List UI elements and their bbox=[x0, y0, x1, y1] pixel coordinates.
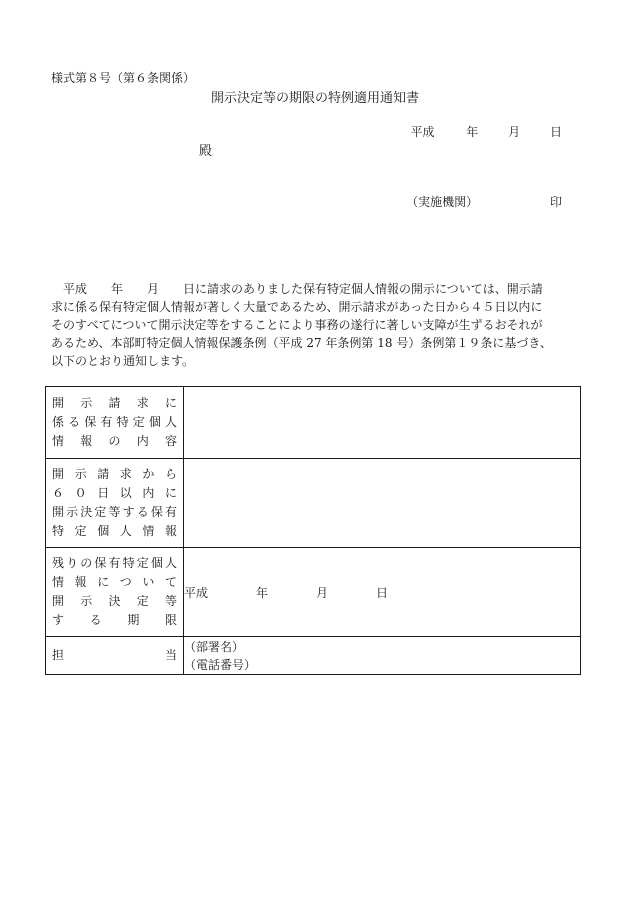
body-line: 以下のとおり通知します。 bbox=[51, 354, 195, 368]
label-line: 開示決定等する保有 bbox=[52, 505, 177, 519]
body-line: そのすべてについて開示決定等をすることにより事務の遂行に著しい支障が生ずるおそれが bbox=[51, 318, 543, 332]
body-line: 求に係る保有特定個人情報が著しく大量であるため、開示請求があった日から４５日以内に bbox=[51, 300, 543, 314]
deadline-month: 月 bbox=[316, 585, 329, 600]
table-row bbox=[46, 459, 581, 548]
label-line: 情報の内容 bbox=[52, 434, 177, 448]
label-line: 残りの保有特定個人 bbox=[52, 556, 177, 570]
phone-number-label: （電話番号） bbox=[184, 657, 257, 672]
label-line: 特定個人情報 bbox=[52, 524, 177, 538]
label-line: 開示請求から bbox=[52, 467, 177, 481]
value-within-60-days[interactable] bbox=[184, 459, 581, 548]
issuer-line bbox=[406, 193, 562, 210]
body-paragraph bbox=[51, 280, 567, 370]
issuer-label: （実施機関） bbox=[406, 195, 479, 209]
row-label-request-content bbox=[46, 387, 184, 459]
label-line: 担当 bbox=[52, 648, 177, 662]
date-month: 月 bbox=[508, 125, 521, 139]
date-era: 平成 bbox=[410, 125, 435, 139]
body-line bbox=[51, 280, 567, 298]
row-label-contact bbox=[46, 637, 184, 675]
label-line: 開示請求に bbox=[52, 396, 177, 410]
document-title: 開示決定等の期限の特例適用通知書 bbox=[210, 91, 419, 106]
addressee-suffix: 殿 bbox=[199, 144, 213, 159]
table-row bbox=[46, 637, 581, 675]
seal-mark: 印 bbox=[549, 195, 562, 209]
label-line: 情報について bbox=[52, 575, 177, 589]
deadline-day: 日 bbox=[376, 585, 389, 600]
info-table bbox=[45, 386, 581, 675]
label-line: 係る保有特定個人 bbox=[52, 415, 177, 429]
date-header bbox=[410, 123, 562, 140]
deadline-era: 平成 bbox=[184, 585, 209, 600]
value-contact[interactable] bbox=[184, 637, 581, 675]
date-year: 年 bbox=[466, 125, 479, 139]
body-line-text: 平成 年 月 日に請求のありました保有特定個人情報の開示については、開示請 bbox=[63, 282, 543, 296]
table-row bbox=[46, 548, 581, 637]
row-label-within-60-days bbox=[46, 459, 184, 548]
label-line: 開示決定等 bbox=[52, 594, 177, 608]
deadline-year: 年 bbox=[256, 585, 269, 600]
table-row bbox=[46, 387, 581, 459]
form-number: 様式第８号（第６条関係） bbox=[51, 71, 196, 85]
label-line: する期限 bbox=[52, 613, 177, 627]
row-label-deadline bbox=[46, 548, 184, 637]
value-deadline-date[interactable] bbox=[184, 548, 581, 637]
department-name-label: （部署名） bbox=[184, 639, 245, 654]
date-day: 日 bbox=[549, 125, 562, 139]
value-request-content[interactable] bbox=[184, 387, 581, 459]
body-line: あるため、本部町特定個人情報保護条例（平成 27 年条例第 18 号）条例第１９条に基づき、 bbox=[51, 336, 552, 350]
label-line: ６０日以内に bbox=[52, 486, 177, 500]
